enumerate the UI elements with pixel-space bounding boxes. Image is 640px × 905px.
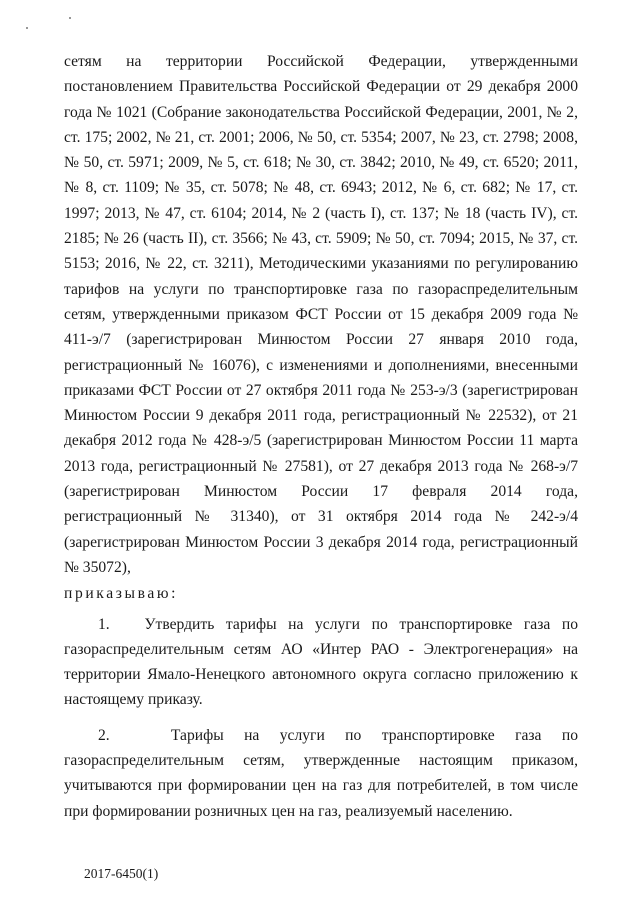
order-word: приказываю: xyxy=(64,585,179,603)
order-item-1 xyxy=(64,612,578,713)
item-number: 2. xyxy=(98,726,110,744)
scan-speck xyxy=(69,17,71,19)
document-code: 2017-6450(1) xyxy=(84,866,159,881)
order-item-2 xyxy=(64,723,578,824)
item-text: Тарифы на услуги по транспортировке газа по газораспределительным сетям, утвержденные настоящим приказом, учитываются при формировании цен на газ для потребителей, в том числе при формировании розничных цен на газ, реализуемый населению. xyxy=(64,726,579,820)
order-body xyxy=(64,49,578,824)
item-number: 1. xyxy=(98,615,110,633)
scan-speck xyxy=(26,27,28,29)
intro-paragraph: сетям на территории Российской Федерации, утвержденными постановлением Правительства Российской Федерации от 29 декабря 2000 года № 1021 (Собрание законодательства Российской Федерации, 2001, № 2, ст. 175; 2002, № 21, ст. 2001; 2006, № 50, ст. 5354; 2007, № 23, ст. 2798; 2008, № 50, ст. 5971; 2009, № 5, ст. 618; № 30, ст. 3842; 2010, № 49, ст. 6520; 2011, № 8, ст. 1109; № 35, ст. 5078; № 48, ст. 6943; 2012, № 6, ст. 682; № 17, ст. 1997; 2013, № 47, ст. 6104; 2014, № 2 (часть I), ст. 137; № 18 (часть IV), ст. 2185; № 26 (часть II), ст. 3566; № 43, ст. 5909; № 50, ст. 7094; 2015, № 37, ст. 5153; 2016, № 22, ст. 3211), Методическими указаниями по регулированию тарифов на услуги по транспортировке газа по газораспределительным сетям, утвержденными приказом ФСТ России от 15 декабря 2009 года № 411-э/7 (зарегистрирован Минюстом России 27 января 2010 года, регистрационный № 16076), с изменениями и дополнениями, внесенными приказами ФСТ России от 27 октября 2011 года № 253-э/3 (зарегистрирован Минюстом России 9 декабря 2011 года, регистрационный № 22532), от 21 декабря 2012 года № 428-э/5 (зарегистрирован Минюстом России 11 марта 2013 года, регистрационный № 27581), от 27 декабря 2013 года № 268-э/7 (зарегистрирован Минюстом России 17 февраля 2014 года, регистрационный № 31340), от 31 октября 2014 года № 242-э/4 (зарегистрирован Минюстом России 3 декабря 2014 года, регистрационный № 35072), xyxy=(64,53,578,576)
item-text: Утвердить тарифы на услуги по транспортировке газа по газораспределительным сетям АО «Интер РАО - Электрогенерация» на территории Ямало-Ненецкого автономного округа согласно приложению к настоящему приказу. xyxy=(64,615,578,709)
